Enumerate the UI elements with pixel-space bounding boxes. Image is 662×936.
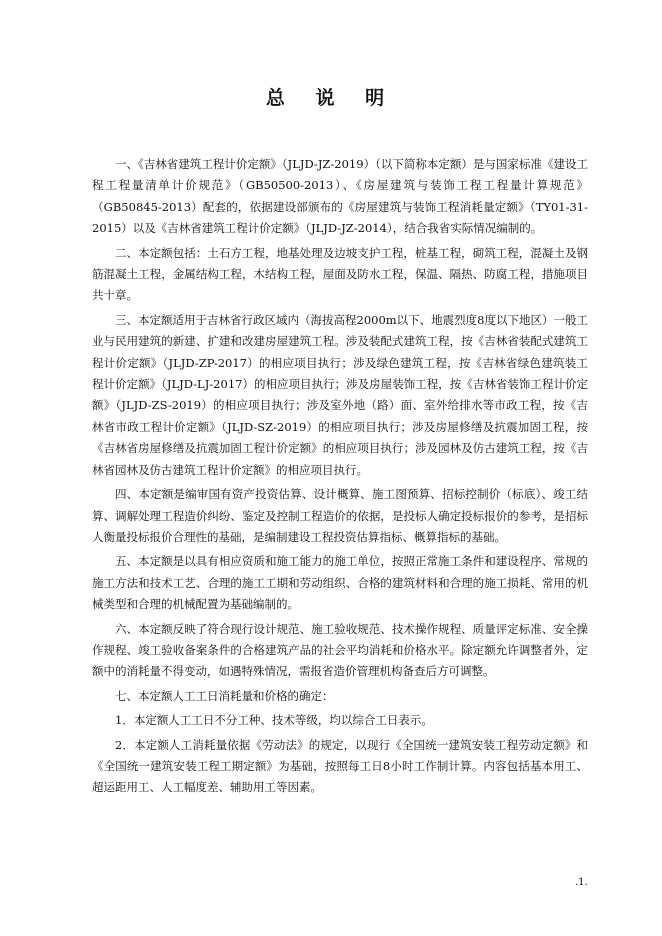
paragraph-6: 六、本定额反映了符合现行设计规范、施工验收规范、技术操作规程、质量评定标准、安全操作规程、竣工验收备案条件的合格建筑产品的社会平均消耗和价格水平。除定额允许调整者外，定额中的消耗量不得变动，如遇特殊情况，需报省造价管理机构备查后方可调整。 — [92, 621, 588, 679]
paragraph-2: 二、本定额包括：土石方工程，地基处理及边坡支护工程，桩基工程，砌筑工程，混凝土及钢筋混凝土工程，金属结构工程，木结构工程，屋面及防水工程，保温、隔热、防腐工程，措施项目共十章。 — [92, 245, 588, 303]
paragraph-1: 一、《吉林省建筑工程计价定额》（JLJD-JZ-2019）（以下简称本定额）是与国家标准《建设工程工程量清单计价规范》（GB50500-2013）、《房屋建筑与装饰工程工程量计算规范》（GB50845-2013）配套的，依据建设部颁布的《房屋建筑与装饰工程消耗量定额》（TY01-31-2015）以及《吉林省建筑工程计价定额》（JLJD-JZ-2014），结合我省实际情况编制的。 — [92, 157, 588, 236]
paragraph-5: 五、本定额是以具有相应资质和施工能力的施工单位，按照正常施工条件和建设程序、常规的施工方法和技术工艺、合理的施工工期和劳动组织、合格的建筑材料和合理的施工损耗、常用的机械类型和合理的机械配置为基础编制的。 — [92, 554, 588, 612]
paragraph-3: 三、本定额适用于吉林省行政区域内（海拔高程2000m以下、地震烈度8度以下地区）一般工业与民用建筑的新建、扩建和改建房屋建筑工程。涉及装配式建筑工程，按《吉林省装配式建筑工程计价定额》（JLJD-ZP-2017）的相应项目执行；涉及绿色建筑工程，按《吉林省绿色建筑装工程计价定额》（JLJD-LJ-2017）的相应项目执行；涉及房屋装饰工程，按《吉林省装饰工程计价定额》（JLJD-ZS-2019）的相应项目执行；涉及室外地（路）面、室外给排水等市政工程，按《吉林省市政工程计价定额》（JLJD-SZ-2019）的相应项目执行；涉及房屋修缮及抗震加固工程，按《吉林省房屋修缮及抗震加固工程计价定额》的相应项目执行；涉及园林及仿古建筑工程，按《吉林省园林及仿古建筑工程计价定额》的相应项目执行。 — [92, 312, 588, 477]
page-number: .1. — [575, 877, 588, 888]
body-text — [92, 154, 588, 802]
paragraph-7-item-1: 1．本定额人工工日不分工种、技术等级，均以综合工日表示。 — [115, 713, 433, 728]
paragraph-4: 四、本定额是编审国有资产投资估算、设计概算、施工图预算、招标控制价（标底）、竣工结算、调解处理工程造价纠纷、鉴定及控制工程造价的依据，是投标人确定投标报价的参考，是招标人衡量投标报价合理性的基础，是编制建设工程投资估算指标、概算指标的基础。 — [92, 487, 588, 544]
page-title: 总 说 明 — [265, 87, 397, 109]
paragraph-7: 七、本定额人工工日消耗量和价格的确定： — [115, 688, 334, 703]
paragraph-7-item-2: 2．本定额人工消耗量依据《劳动法》的规定，以现行《全国统一建筑安装工程劳动定额》和《全国统一建筑安装工程工期定额》为基础，按照每工日8小时工作制计算。内容包括基本用工、超运距用工、人工幅度差、辅助用工等因素。 — [92, 737, 588, 795]
